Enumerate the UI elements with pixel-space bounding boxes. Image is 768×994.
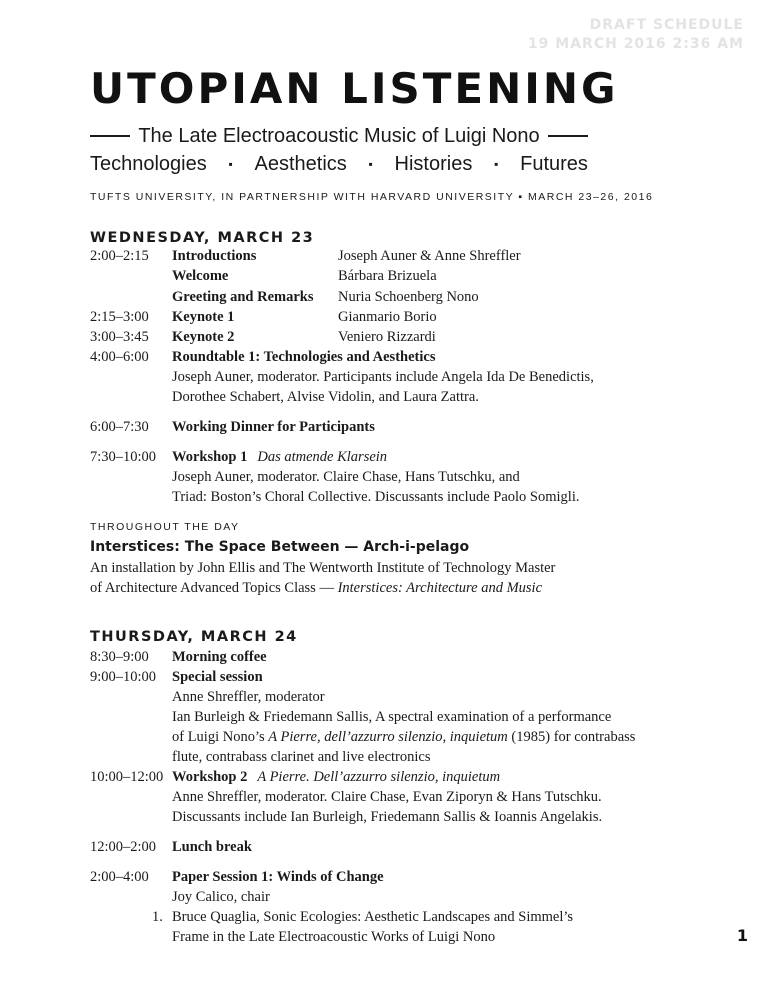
workshop-label: Workshop 1 <box>172 449 248 465</box>
session-label <box>172 768 500 788</box>
workshop-title: A Pierre. Dell’azzurro silenzio, inquietum <box>257 769 501 785</box>
session-speakers: Nuria Schoenberg Nono <box>338 289 479 305</box>
topics-line <box>90 151 588 177</box>
draft-stamp <box>528 16 744 54</box>
subtitle-line <box>90 123 588 149</box>
session-time: 3:00–3:45 <box>90 329 149 345</box>
topic-futures: Futures <box>520 153 588 175</box>
session-detail-text: Joseph Auner, moderator. Claire Chase, Hans Tutschku, and <box>172 469 520 485</box>
session-time: 8:30–9:00 <box>90 649 149 665</box>
session-label: Introductions <box>172 248 257 264</box>
installation-line-1: An installation by John Ellis and The Wentworth Institute of Technology Master <box>90 560 556 576</box>
session-detail-text: Anne Shreffler, moderator <box>172 689 325 705</box>
session-label: Working Dinner for Participants <box>172 419 375 435</box>
session-label: Roundtable 1: Technologies and Aesthetics <box>172 349 436 365</box>
session-detail-text: Joseph Auner, moderator. Participants include Angela Ida De Benedictis, <box>172 369 594 385</box>
paper-title-line-2: Frame in the Late Electroacoustic Works of Luigi Nono <box>172 929 496 945</box>
session-chair: Joy Calico, chair <box>172 889 270 905</box>
session-label: Welcome <box>172 268 229 284</box>
day-heading-wednesday: WEDNESDAY, MARCH 23 <box>90 230 315 246</box>
session-label: Lunch break <box>172 839 252 855</box>
session-speakers: Veniero Rizzardi <box>338 329 436 345</box>
session-detail-text <box>172 728 635 748</box>
session-detail-text: flute, contrabass clarinet and live electronics <box>172 749 431 765</box>
section-kicker: THROUGHOUT THE DAY <box>90 521 240 533</box>
session-time: 2:15–3:00 <box>90 309 149 325</box>
session-speakers: Joseph Auner & Anne Shreffler <box>338 248 521 264</box>
paper-number: 1. <box>152 909 163 925</box>
session-detail-text: Anne Shreffler, moderator. Claire Chase, Evan Ziporyn & Hans Tutschku. <box>172 789 602 805</box>
installation-description <box>90 559 610 579</box>
session-label: Paper Session 1: Winds of Change <box>172 869 384 885</box>
topic-histories: Histories <box>394 153 473 175</box>
session-time: 12:00–2:00 <box>90 839 157 855</box>
session-time: 7:30–10:00 <box>90 449 157 465</box>
work-title: A Pierre, dell’azzurro silenzio, inquietum <box>268 729 508 745</box>
separator-square-icon: ▪ <box>368 157 373 171</box>
session-time: 2:00–4:00 <box>90 869 149 885</box>
session-label: Greeting and Remarks <box>172 289 314 305</box>
session-detail-text: Ian Burleigh & Friedemann Sallis, A spectral examination of a performance <box>172 709 612 725</box>
detail-post: (1985) for contrabass <box>507 729 636 745</box>
session-label: Morning coffee <box>172 649 267 665</box>
topic-technologies: Technologies <box>90 153 207 175</box>
session-time: 6:00–7:30 <box>90 419 149 435</box>
workshop-label: Workshop 2 <box>172 769 248 785</box>
subtitle-rule-right <box>548 135 588 137</box>
draft-timestamp: 19 MARCH 2016 2:36 AM <box>527 36 744 52</box>
session-detail-text: Dorothee Schabert, Alvise Vidolin, and Laura Zattra. <box>172 389 479 405</box>
page-number: 1 <box>736 926 748 945</box>
installation-description <box>90 579 610 599</box>
session-time: 2:00–2:15 <box>90 248 149 264</box>
subtitle-text: The Late Electroacoustic Music of Luigi Nono <box>138 125 540 147</box>
installation-class-title: Interstices: Architecture and Music <box>337 580 543 596</box>
session-speakers: Bárbara Brizuela <box>338 268 437 284</box>
workshop-title: Das atmende Klarsein <box>257 449 388 465</box>
session-label: Keynote 2 <box>172 329 235 345</box>
subtitle-rule-left <box>90 135 130 137</box>
session-time: 10:00–12:00 <box>90 769 164 785</box>
installation-line-2: of Architecture Advanced Topics Class — <box>90 580 338 596</box>
separator-square-icon: ▪ <box>228 157 233 171</box>
session-detail-text: Discussants include Ian Burleigh, Friedemann Sallis & Ioannis Angelakis. <box>172 809 603 825</box>
session-time: 4:00–6:00 <box>90 349 149 365</box>
paper-title-line-1: Bruce Quaglia, Sonic Ecologies: Aesthetic Landscapes and Simmel’s <box>172 909 574 925</box>
session-speakers: Gianmario Borio <box>338 309 437 325</box>
institution-line: TUFTS UNIVERSITY, IN PARTNERSHIP WITH HARVARD UNIVERSITY ▪ MARCH 23–26, 2016 <box>90 191 654 203</box>
session-time: 9:00–10:00 <box>90 669 157 685</box>
session-label <box>172 448 387 468</box>
separator-square-icon: ▪ <box>494 157 499 171</box>
day-heading-thursday: THURSDAY, MARCH 24 <box>90 629 298 645</box>
detail-pre: of Luigi Nono’s <box>172 729 269 745</box>
installation-title: Interstices: The Space Between — Arch-i-pelago <box>90 539 470 555</box>
session-detail-text: Triad: Boston’s Choral Collective. Discussants include Paolo Somigli. <box>172 489 580 505</box>
topic-aesthetics: Aesthetics <box>254 153 347 175</box>
page-title: UTOPIAN LISTENING <box>90 64 619 113</box>
session-label: Keynote 1 <box>172 309 235 325</box>
draft-label: DRAFT SCHEDULE <box>589 17 744 33</box>
session-label: Special session <box>172 669 263 685</box>
